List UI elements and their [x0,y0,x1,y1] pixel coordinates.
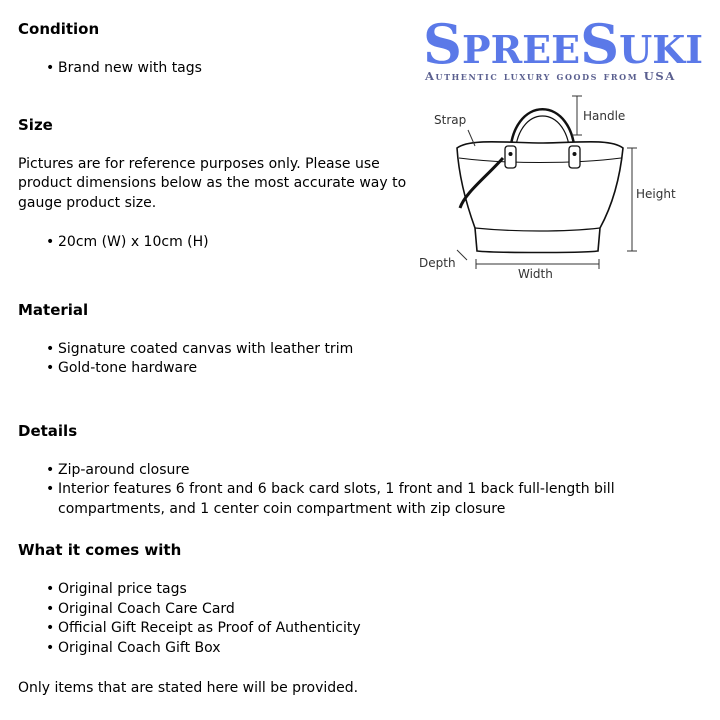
comes-with-list [18,580,718,658]
depth-label: Depth [419,256,456,270]
height-label: Height [636,187,676,201]
handle-label: Handle [583,109,626,123]
list-item: • Original price tags [58,580,718,600]
logo-letter: S [580,12,620,76]
strap-label: Strap [434,113,467,127]
material-heading: Material [18,300,89,319]
list-item: • Official Gift Receipt as Proof of Authenticity [58,619,718,639]
logo-tagline: Authentic luxury goods from USA [425,69,676,83]
list-item: • Gold-tone hardware [58,359,718,379]
list-item: • Original Coach Care Card [58,600,718,620]
list-item: • Zip-around closure [58,461,648,481]
details-heading: Details [18,421,78,440]
product-description [18,19,718,699]
comes-with-heading: What it comes with [18,541,182,559]
size-heading: Size [18,115,53,134]
list-item: • Interior features 6 front and 6 back card slots, 1 front and 1 back full-length bill compartments, and 1 center coin compartment with zip closure [58,480,648,519]
list-item: • Original Coach Gift Box [58,639,718,659]
details-list [18,461,718,520]
condition-list [18,59,718,79]
footer-note: Only items that are stated here will be provided. [18,680,359,696]
logo-letter: S [423,12,462,76]
list-item: • Brand new with tags [58,59,718,79]
logo-letters: PREE [462,27,581,72]
size-list [18,233,718,253]
condition-heading: Condition [18,20,100,38]
material-list [18,340,718,379]
list-item: • Signature coated canvas with leather trim [58,340,718,360]
list-item: • 20cm (W) x 10cm (H) [58,233,718,253]
logo-letters: UKI [619,27,704,72]
size-note: Pictures are for reference purposes only. Please use product dimensions below as the most accurate way to gauge product size. [18,155,407,211]
width-label: Width [518,267,553,281]
